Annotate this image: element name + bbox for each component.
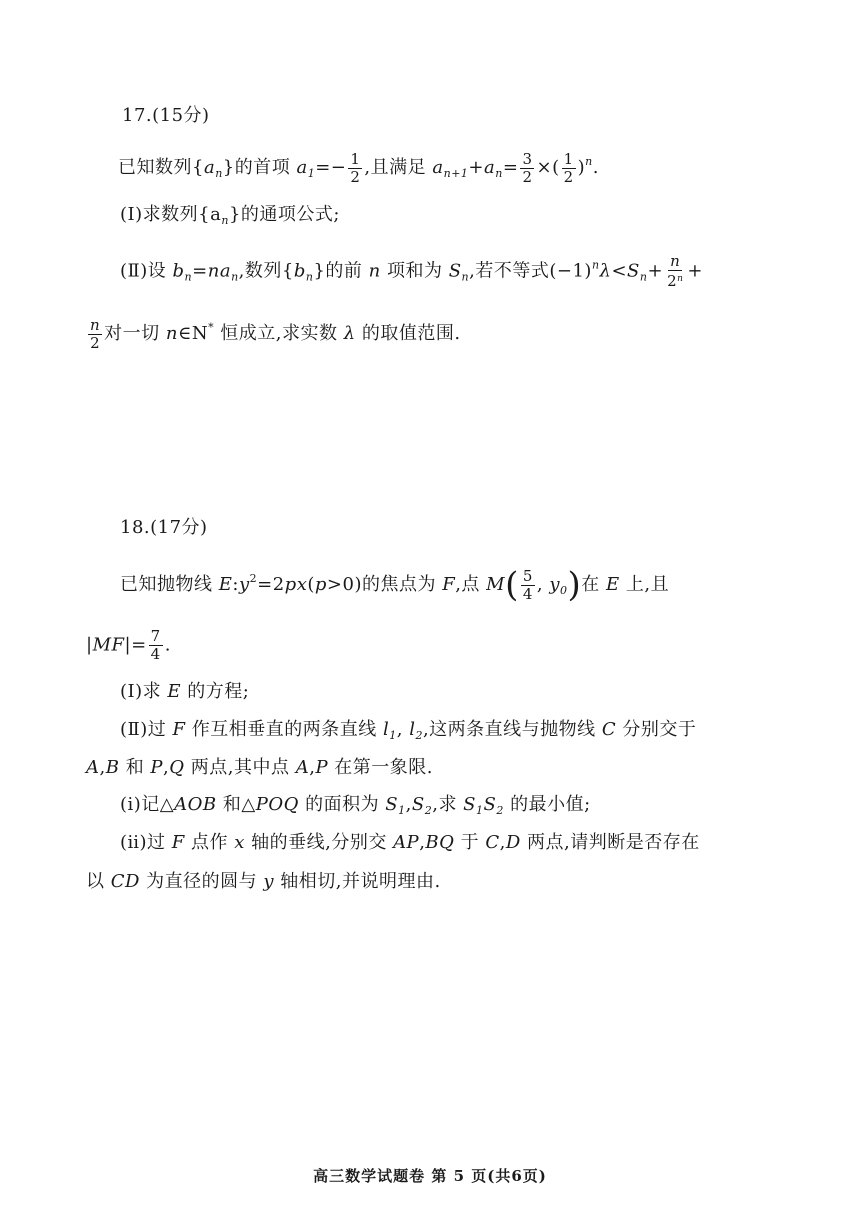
problem-17-part-2-continued: $\frac{n}{2}$ 对一切 n∈N* 恒成立,求实数 λ 的取值范围. [90,315,461,352]
fraction: $\frac{1}{2}$ [563,149,574,186]
problem-18-part-2-continued: A,B 和 P,Q 两点,其中点 A,P 在第一象限. [86,757,434,778]
fraction: $\frac{n}{2^n}$ [667,252,684,290]
page-footer: 高三数学试题卷 第 5 页(共6页) [313,1167,547,1185]
problem-17-header: 17.(15分) [122,105,210,126]
problem-18-statement: 已知抛物线 $E:y^2=2px(p>0)$的焦点为 F,点 M( $\frac{5}{4}$ , $y_0$)在 E 上,且 [120,565,670,605]
fraction: $\frac{5}{4}$ [522,566,533,603]
fraction: $\frac{7}{4}$ [150,627,161,663]
problem-17-statement: 已知数列$\{a_n\}$的首项 $a_1=-$ $\frac{1}{2}$ ,且满足 $a_{n+1}+a_n=$ $\frac{3}{2}$ ×( $\frac{1}{2}$ )$^n$. [118,149,599,186]
problem-17-part-2: (Ⅱ)设 $b_n=na_n$,数列$\{b_n\}$的前 n 项和为 $S_n$,若不等式$(-1)^n\lambda<S_n+$ $\frac{n}{2^n}$ + [120,252,704,290]
problem-18-header: 18.(17分) [120,517,208,538]
problem-18-subpart-i: (ⅰ)记△AOB 和△POQ 的面积为 $S_1,S_2$,求 $S_1S_2$ 的最小值; [120,794,591,817]
problem-18-part-1: (Ⅰ)求 E 的方程; [120,681,250,702]
problem-17-part-1: (Ⅰ)求数列$\{a_n\}$的通项公式; [120,204,340,227]
fraction: $\frac{3}{2}$ [522,149,533,186]
problem-18-subpart-ii: (ⅱ)过 F 点作 x 轴的垂线,分别交 AP,BQ 于 C,D 两点,请判断是否存在 [120,832,700,853]
fraction: $\frac{n}{2}$ [90,315,101,352]
problem-18-subpart-ii-continued: 以 CD 为直径的圆与 y 轴相切,并说明理由. [86,871,441,892]
fraction: $\frac{1}{2}$ [350,149,361,186]
problem-18-part-2: (Ⅱ)过 F 作互相垂直的两条直线 $l_1$, $l_2$,这两条直线与抛物线 C 分别交于 [120,719,697,742]
problem-18-statement-continued: |MF|= $\frac{7}{4}$ . [86,627,171,663]
